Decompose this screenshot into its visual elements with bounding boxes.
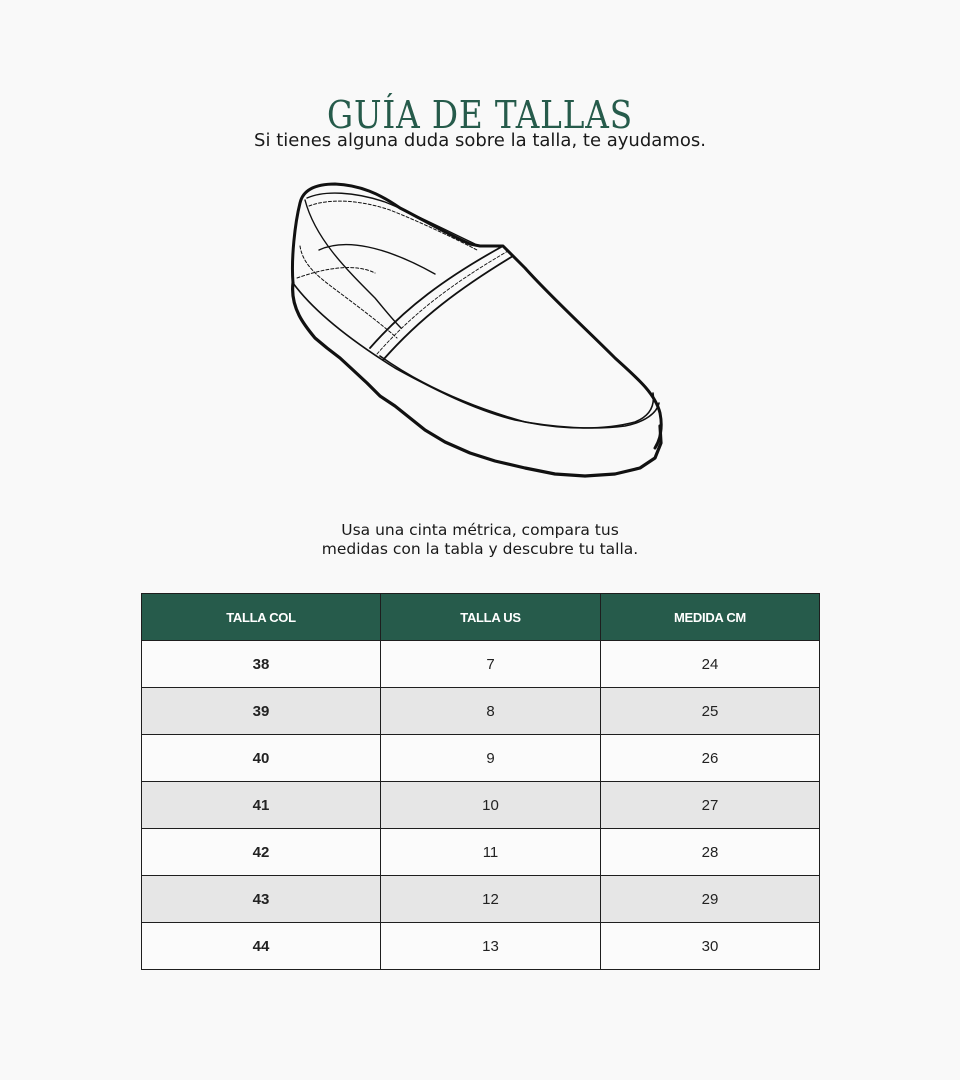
header-medida-cm: MEDIDA CM bbox=[601, 594, 820, 641]
cell-talla-us: 7 bbox=[381, 641, 601, 688]
table-row bbox=[142, 829, 820, 876]
table-row bbox=[142, 641, 820, 688]
table-header-row bbox=[142, 594, 820, 641]
cell-talla-us: 10 bbox=[381, 782, 601, 829]
cell-talla-us: 11 bbox=[381, 829, 601, 876]
cell-talla-col: 41 bbox=[142, 782, 381, 829]
instructions-line-1: Usa una cinta métrica, compara tus bbox=[341, 521, 619, 539]
cell-medida-cm: 29 bbox=[601, 876, 820, 923]
cell-medida-cm: 28 bbox=[601, 829, 820, 876]
instructions-text bbox=[0, 521, 960, 559]
table-row bbox=[142, 876, 820, 923]
page-subtitle: Si tienes alguna duda sobre la talla, te ayudamos. bbox=[254, 130, 706, 151]
cell-talla-us: 9 bbox=[381, 735, 601, 782]
table-row bbox=[142, 923, 820, 970]
cell-talla-col: 38 bbox=[142, 641, 381, 688]
cell-talla-us: 13 bbox=[381, 923, 601, 970]
cell-talla-col: 40 bbox=[142, 735, 381, 782]
cell-talla-col: 42 bbox=[142, 829, 381, 876]
table-row bbox=[142, 735, 820, 782]
table-row bbox=[142, 688, 820, 735]
header-talla-us: TALLA US bbox=[381, 594, 601, 641]
cell-talla-us: 12 bbox=[381, 876, 601, 923]
page-title: GUÍA DE TALLAS bbox=[326, 93, 634, 138]
cell-medida-cm: 26 bbox=[601, 735, 820, 782]
table-row bbox=[142, 782, 820, 829]
cell-medida-cm: 27 bbox=[601, 782, 820, 829]
cell-talla-us: 8 bbox=[381, 688, 601, 735]
espadrille-shoe-icon bbox=[285, 178, 670, 488]
instructions-line-2: medidas con la tabla y descubre tu talla. bbox=[321, 540, 639, 558]
cell-talla-col: 43 bbox=[142, 876, 381, 923]
size-chart-table bbox=[141, 593, 820, 970]
header-talla-col: TALLA COL bbox=[142, 594, 381, 641]
cell-talla-col: 44 bbox=[142, 923, 381, 970]
cell-talla-col: 39 bbox=[142, 688, 381, 735]
cell-medida-cm: 30 bbox=[601, 923, 820, 970]
cell-medida-cm: 24 bbox=[601, 641, 820, 688]
cell-medida-cm: 25 bbox=[601, 688, 820, 735]
